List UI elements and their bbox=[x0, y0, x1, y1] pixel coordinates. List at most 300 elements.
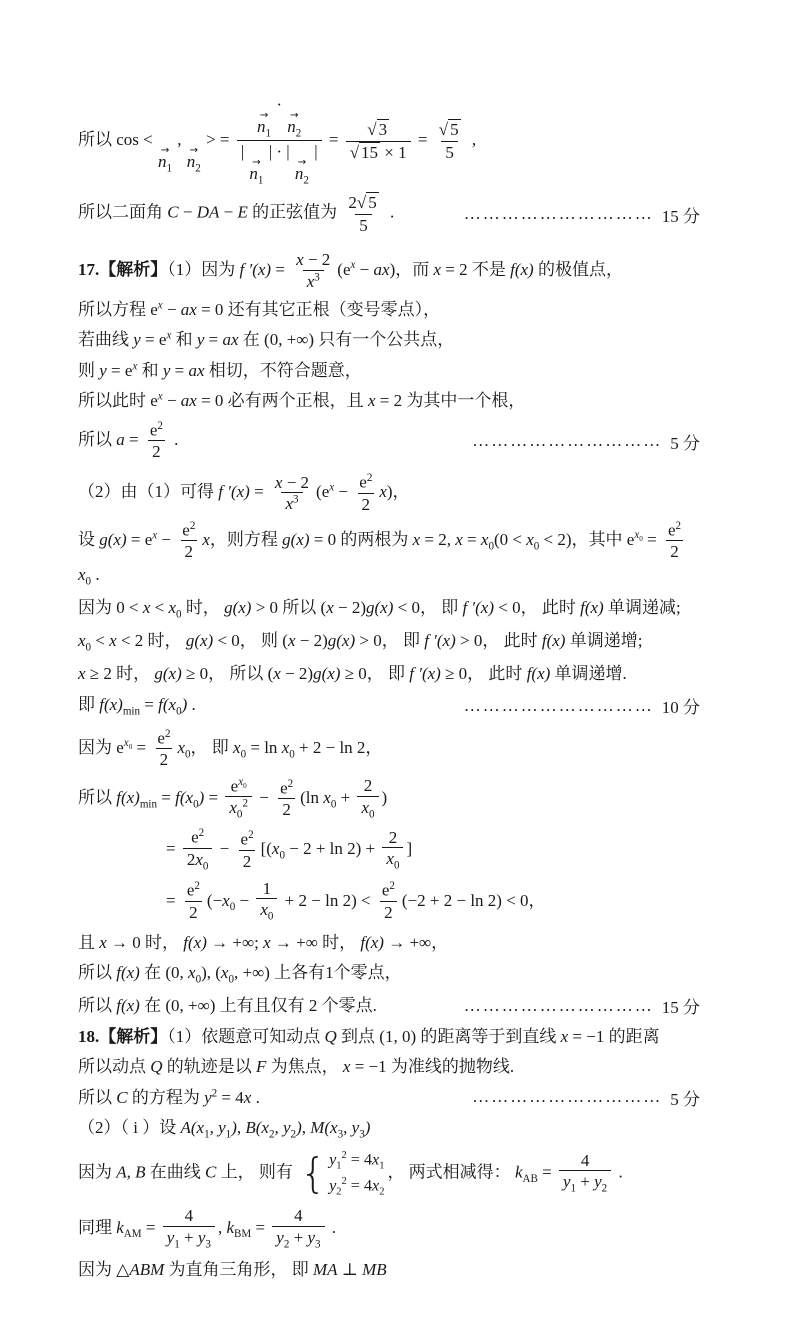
math-text: 所以方程 e bbox=[78, 299, 158, 319]
math-text: = bbox=[166, 839, 180, 859]
math-variable: f(x bbox=[158, 694, 177, 714]
math-text: 到点 (1, 0) 的距离等于到直线 bbox=[336, 1026, 561, 1046]
fraction-numerator bbox=[237, 829, 258, 849]
dotted-leader: ………………………… bbox=[463, 995, 654, 1015]
math-variable: x bbox=[281, 737, 290, 757]
subscript: 0 bbox=[228, 973, 234, 986]
math-variable: x bbox=[480, 529, 489, 549]
line-content bbox=[78, 728, 382, 770]
math-variable: , y bbox=[274, 1118, 291, 1137]
math-text: )， bbox=[386, 482, 410, 502]
math-text: ⊥ bbox=[337, 1260, 363, 1280]
math-text: ， 两式相减得： bbox=[387, 1162, 515, 1182]
math-text: > = bbox=[201, 130, 234, 150]
math-variable: f(x) bbox=[99, 694, 123, 714]
math-text: = 0 必有两个正根，且 bbox=[196, 391, 368, 411]
math-text: = bbox=[413, 130, 432, 150]
math-text: = −1 为准线的抛物线. bbox=[350, 1057, 515, 1076]
math-line bbox=[78, 879, 700, 925]
math-variable: y bbox=[166, 1227, 175, 1247]
vector-arrow-icon: → bbox=[189, 144, 199, 156]
math-text: （2）（ i ）设 bbox=[78, 1118, 181, 1137]
score-label: 15 分 bbox=[661, 998, 700, 1018]
math-text: 所以 bbox=[78, 1087, 117, 1107]
math-variable: x bbox=[271, 839, 280, 859]
math-variable: x bbox=[342, 1057, 351, 1076]
subscript: 1 bbox=[570, 1182, 577, 1195]
math-variable: n bbox=[294, 164, 304, 184]
fraction-denominator bbox=[156, 748, 173, 770]
subscript: 1 bbox=[204, 1128, 210, 1141]
math-text: | · | bbox=[264, 142, 294, 162]
fraction-numerator bbox=[378, 880, 399, 900]
vector-base bbox=[257, 118, 271, 140]
subscript: 0 bbox=[240, 748, 247, 761]
radicand: 15 bbox=[361, 142, 379, 162]
vector-arrow-icon: → bbox=[259, 109, 269, 121]
fraction bbox=[382, 828, 403, 874]
math-variable: ax bbox=[188, 360, 205, 380]
math-text: < bbox=[150, 598, 169, 618]
subscript: min bbox=[122, 705, 141, 718]
math-text: > 0， 此时 bbox=[455, 631, 542, 651]
subscript: 0 bbox=[85, 575, 92, 588]
math-text: , bbox=[217, 1218, 227, 1238]
subscript: 0 bbox=[236, 808, 243, 821]
fraction bbox=[271, 473, 313, 515]
math-variable: ) bbox=[231, 1118, 237, 1137]
math-text: − bbox=[162, 391, 181, 411]
superscript: 3 bbox=[292, 493, 299, 506]
vector-arrow-icon: → bbox=[160, 144, 170, 156]
subscript: 3 bbox=[359, 1128, 365, 1141]
math-text: . bbox=[251, 1087, 260, 1107]
subscript: 0 bbox=[202, 860, 209, 873]
math-variable: x bbox=[379, 482, 387, 502]
superscript: 2 bbox=[248, 829, 254, 842]
math-text: > 0， 即 bbox=[355, 631, 425, 651]
math-text: 2 bbox=[363, 776, 373, 796]
fraction-numerator bbox=[252, 95, 306, 140]
math-variable: f(x) bbox=[116, 996, 140, 1015]
line-content bbox=[78, 95, 476, 187]
superscript: 2 bbox=[366, 472, 373, 485]
math-text: + bbox=[179, 1227, 198, 1247]
math-text: 5 bbox=[445, 142, 454, 162]
superscript: 2 bbox=[242, 797, 248, 810]
line-content bbox=[78, 420, 178, 462]
subscript: 0 bbox=[195, 973, 202, 986]
fraction bbox=[183, 827, 213, 873]
math-text: . bbox=[91, 565, 100, 585]
math-text: 2 bbox=[242, 851, 252, 871]
math-variable: x bbox=[287, 631, 296, 651]
fraction-numerator bbox=[360, 776, 377, 796]
math-variable: f ′(x) bbox=[424, 631, 456, 651]
math-text: , +∞) 上各有1个零点， bbox=[234, 963, 402, 983]
math-line bbox=[78, 95, 700, 187]
math-variable: M(x bbox=[310, 1118, 338, 1137]
math-line bbox=[78, 960, 700, 988]
math-variable: , y bbox=[209, 1118, 226, 1137]
fraction bbox=[225, 776, 252, 822]
radicand: 5 bbox=[450, 120, 459, 140]
math-variable: f ′(x) bbox=[462, 598, 495, 618]
fraction-numerator bbox=[363, 119, 393, 140]
radical-icon: √ bbox=[349, 142, 360, 162]
math-text: 所以 bbox=[78, 430, 117, 450]
math-variable: y bbox=[329, 1177, 337, 1195]
line-content bbox=[166, 879, 546, 925]
superscript bbox=[634, 529, 643, 544]
subscript: 1 bbox=[225, 1128, 232, 1141]
line-content bbox=[78, 1257, 387, 1283]
math-variable: n bbox=[186, 152, 196, 172]
math-text: − bbox=[178, 203, 197, 223]
line-content bbox=[78, 661, 627, 687]
math-text: (0 < bbox=[493, 529, 527, 549]
math-variable: ) bbox=[198, 788, 205, 808]
subscript: 0 bbox=[229, 900, 236, 913]
math-variable: A, B bbox=[116, 1162, 146, 1182]
sqrt bbox=[439, 119, 461, 140]
math-text: 和 bbox=[137, 360, 163, 380]
math-variable: x bbox=[142, 598, 151, 618]
math-text: 即 bbox=[78, 694, 100, 714]
line-content bbox=[78, 472, 410, 514]
fraction bbox=[346, 119, 411, 163]
math-text: . bbox=[385, 203, 395, 223]
line-content bbox=[78, 1149, 623, 1198]
math-text: e bbox=[182, 520, 190, 540]
cases-rows bbox=[329, 1149, 384, 1198]
vector-base bbox=[158, 153, 172, 175]
math-variable: y bbox=[162, 360, 171, 380]
fraction bbox=[153, 728, 174, 770]
math-text: 在曲线 bbox=[145, 1162, 206, 1182]
math-text: (−2 + 2 − ln 2) < 0， bbox=[401, 890, 546, 910]
math-text: = 4 bbox=[217, 1087, 244, 1107]
math-variable: f(x) bbox=[580, 598, 604, 618]
superscript: 2 bbox=[189, 519, 196, 532]
line-content bbox=[78, 1054, 514, 1080]
vector bbox=[158, 144, 173, 176]
subscript: 2 bbox=[290, 1128, 297, 1141]
math-variable: k bbox=[514, 1162, 523, 1182]
math-variable: g(x) bbox=[313, 664, 341, 684]
fraction bbox=[355, 472, 376, 514]
math-variable: f(x) bbox=[360, 932, 384, 952]
fraction-denominator bbox=[183, 848, 213, 874]
math-variable: x bbox=[229, 798, 237, 818]
math-text: 2 bbox=[189, 902, 198, 922]
math-text: < bbox=[91, 631, 110, 651]
math-variable: n bbox=[257, 117, 266, 137]
math-text: 为直角三角形， 即 bbox=[164, 1260, 314, 1280]
dotted-leader: ………………………… bbox=[463, 204, 654, 224]
math-text: 为焦点， bbox=[266, 1057, 343, 1076]
fraction-denominator bbox=[278, 798, 295, 820]
math-variable: MB bbox=[362, 1260, 387, 1280]
math-variable: x bbox=[99, 932, 107, 952]
math-text: = bbox=[324, 130, 343, 150]
subscript: 0 bbox=[176, 608, 182, 621]
math-variable: x bbox=[285, 494, 293, 514]
cases-row bbox=[329, 1175, 384, 1199]
radicand: 3 bbox=[378, 120, 388, 140]
math-variable: y bbox=[307, 1227, 316, 1247]
dotted-leader: ………………………… bbox=[472, 1087, 663, 1107]
math-variable: x bbox=[78, 565, 86, 585]
line-content bbox=[78, 776, 387, 822]
math-text: = bbox=[249, 482, 268, 502]
math-variable: g(x) bbox=[185, 631, 214, 651]
math-variable: x bbox=[220, 963, 229, 983]
math-variable: ax bbox=[222, 330, 239, 350]
fraction-denominator bbox=[256, 898, 277, 924]
fraction-denominator bbox=[239, 850, 256, 872]
math-text: . bbox=[327, 1218, 337, 1238]
superscript: 2 bbox=[341, 1175, 347, 1187]
score-label: 10 分 bbox=[661, 698, 700, 718]
math-text: , bbox=[236, 1118, 246, 1137]
math-variable: ax bbox=[180, 391, 197, 411]
math-variable: y bbox=[133, 330, 141, 350]
vector bbox=[186, 144, 201, 176]
math-variable: g(x) bbox=[327, 631, 356, 651]
math-text: → +∞ 时， bbox=[270, 932, 361, 952]
fraction-denominator bbox=[181, 540, 198, 562]
line-content bbox=[78, 358, 362, 384]
math-text: = bbox=[271, 259, 290, 279]
math-text: e bbox=[280, 778, 288, 798]
math-text: 设 bbox=[78, 529, 100, 549]
math-text: 的极值点， bbox=[533, 259, 623, 279]
math-text: − bbox=[219, 203, 238, 223]
math-text: 所以 bbox=[78, 788, 117, 808]
math-variable: x bbox=[202, 529, 210, 549]
fraction-denominator bbox=[185, 901, 202, 923]
math-variable: x bbox=[78, 664, 86, 684]
math-variable: x bbox=[296, 250, 304, 270]
subscript: 0 bbox=[393, 859, 400, 872]
fraction-numerator bbox=[577, 1151, 594, 1171]
math-line bbox=[78, 520, 700, 590]
math-line bbox=[78, 388, 700, 414]
math-line bbox=[78, 192, 700, 236]
math-text: < 0， 此时 bbox=[494, 598, 581, 618]
math-variable: y bbox=[196, 330, 205, 350]
math-text: − 2) bbox=[333, 598, 366, 618]
cases-group bbox=[300, 1149, 384, 1198]
math-text: 2 bbox=[186, 849, 196, 869]
math-variable: g(x) bbox=[99, 529, 127, 549]
math-variable: ABM bbox=[129, 1260, 165, 1280]
math-text: 所以二面角 bbox=[78, 203, 168, 223]
math-text: ≥ 0， 此时 bbox=[440, 664, 527, 684]
math-variable: y bbox=[594, 1172, 602, 1192]
math-text: = 4 bbox=[346, 1177, 373, 1195]
math-text: | bbox=[240, 142, 249, 162]
radical-icon: √ bbox=[438, 120, 449, 140]
math-variable: g(x) bbox=[365, 598, 394, 618]
vector-arrow-icon: → bbox=[297, 156, 307, 168]
math-text: + bbox=[289, 1227, 308, 1247]
fraction-denominator bbox=[272, 1226, 324, 1252]
radical-icon: √ bbox=[356, 193, 367, 213]
vector-arrow-icon: → bbox=[252, 156, 261, 168]
fraction-numerator bbox=[435, 119, 465, 140]
math-text: ≥ 2 时， bbox=[85, 664, 155, 684]
math-text: 在 (0, bbox=[139, 963, 189, 983]
subscript: 1 bbox=[265, 127, 272, 140]
math-text: 所以此时 e bbox=[78, 391, 158, 411]
math-text: 的轨迹是以 bbox=[162, 1057, 257, 1076]
math-text: （1）因为 bbox=[167, 259, 240, 279]
vector-base bbox=[295, 165, 309, 187]
math-text: ≥ 0， 所以 ( bbox=[181, 664, 274, 684]
score-label: 5 分 bbox=[670, 433, 700, 453]
math-line bbox=[78, 1257, 700, 1283]
subscript: 2 bbox=[336, 1186, 342, 1198]
math-variable: E bbox=[237, 203, 248, 223]
math-text: > 0 所以 ( bbox=[251, 598, 327, 618]
math-variable: x bbox=[412, 529, 421, 549]
math-text: 2 bbox=[384, 902, 393, 922]
superscript: 2 bbox=[157, 419, 163, 432]
math-text: 4 bbox=[184, 1206, 194, 1226]
subscript: 0 bbox=[488, 540, 494, 553]
fraction-denominator bbox=[148, 440, 165, 462]
math-line bbox=[78, 595, 700, 623]
math-variable: x bbox=[177, 737, 186, 757]
math-variable: x bbox=[273, 664, 281, 684]
math-text: e bbox=[157, 728, 165, 748]
math-variable: A(x bbox=[180, 1118, 205, 1137]
math-variable: ax bbox=[180, 299, 197, 319]
math-variable: f(x) bbox=[526, 664, 551, 684]
math-variable: x bbox=[222, 890, 230, 910]
subscript: 0 bbox=[330, 798, 337, 811]
math-text: − bbox=[334, 482, 353, 502]
subscript: 1 bbox=[166, 162, 173, 175]
math-text: | bbox=[309, 142, 318, 162]
superscript: 2 bbox=[675, 519, 682, 532]
math-variable: x bbox=[323, 788, 331, 808]
math-variable: y bbox=[562, 1172, 571, 1192]
math-text: → 0 时， bbox=[106, 932, 184, 952]
subscript: 0 bbox=[639, 535, 643, 544]
vector bbox=[287, 109, 302, 141]
superscript: 2 bbox=[198, 827, 205, 840]
subscript: AM bbox=[123, 1228, 142, 1241]
math-text: ，则方程 bbox=[209, 529, 283, 549]
subscript: 0 bbox=[85, 641, 92, 654]
math-line bbox=[78, 993, 700, 1019]
math-variable: x bbox=[233, 737, 241, 757]
vector-base bbox=[249, 165, 263, 187]
math-line bbox=[78, 1054, 700, 1080]
math-variable: ) bbox=[181, 694, 188, 714]
math-variable: ) bbox=[364, 1118, 371, 1137]
math-text: 相切，不符合题意， bbox=[204, 360, 362, 380]
math-variable: x bbox=[157, 390, 163, 403]
math-text: < 0， 则 ( bbox=[213, 631, 288, 651]
math-text: 因为 bbox=[78, 1162, 117, 1182]
math-variable: f(x) bbox=[116, 788, 140, 808]
math-text: 因为 e bbox=[78, 737, 124, 757]
math-text: − bbox=[215, 839, 234, 859]
math-variable: Q bbox=[324, 1026, 337, 1046]
math-text: （2）由（1）可得 bbox=[78, 482, 219, 502]
math-line bbox=[78, 250, 700, 292]
line-content bbox=[78, 1085, 260, 1111]
fraction bbox=[272, 1206, 324, 1252]
math-text: ) bbox=[381, 788, 388, 808]
fraction bbox=[178, 520, 199, 562]
math-text: 1 bbox=[262, 878, 272, 898]
math-text: ， 即 bbox=[190, 737, 234, 757]
math-line bbox=[78, 930, 700, 956]
fraction-denominator bbox=[303, 270, 324, 292]
math-variable: x bbox=[329, 481, 335, 494]
subscript: BM bbox=[234, 1228, 252, 1241]
radicand: 5 bbox=[368, 193, 377, 213]
subscript: 3 bbox=[205, 1238, 211, 1251]
math-variable: x bbox=[166, 329, 172, 342]
cases-row bbox=[329, 1149, 384, 1173]
math-text: + 2 − ln 2， bbox=[294, 737, 383, 757]
math-variable: y bbox=[197, 1227, 206, 1247]
math-text: 所以 cos < bbox=[78, 130, 157, 150]
math-text: + 2 − ln 2) < bbox=[280, 890, 375, 910]
math-text: − 2 bbox=[303, 250, 331, 270]
math-text: = bbox=[132, 737, 151, 757]
math-text: (− bbox=[206, 890, 223, 910]
fraction bbox=[237, 829, 258, 871]
math-variable: f(x) bbox=[183, 932, 207, 952]
math-text: = bbox=[204, 788, 223, 808]
math-text: = bbox=[141, 1218, 160, 1238]
math-variable: f(x bbox=[175, 788, 194, 808]
math-text: + bbox=[336, 788, 355, 808]
line-content bbox=[78, 388, 525, 414]
math-text: e bbox=[359, 473, 367, 493]
fraction bbox=[664, 520, 685, 562]
line-content bbox=[78, 1115, 370, 1143]
math-text: − 2 bbox=[282, 472, 310, 492]
fraction-denominator bbox=[357, 796, 378, 822]
math-line bbox=[78, 297, 700, 323]
math-line bbox=[78, 358, 700, 384]
math-line bbox=[78, 1115, 700, 1143]
math-variable: x bbox=[372, 1177, 380, 1195]
math-text: − 2) bbox=[295, 631, 328, 651]
math-text: − 2) bbox=[280, 664, 314, 684]
math-variable: f ′(x) bbox=[239, 259, 272, 279]
math-line bbox=[78, 1149, 700, 1198]
sqrt bbox=[367, 119, 389, 140]
math-text: . bbox=[187, 694, 196, 714]
math-variable: x bbox=[372, 1151, 380, 1169]
math-text: + bbox=[576, 1172, 595, 1192]
fraction-denominator bbox=[666, 540, 683, 562]
math-text: → +∞; bbox=[206, 932, 264, 952]
math-variable: ) bbox=[296, 1118, 302, 1137]
math-variable: , y bbox=[343, 1118, 360, 1137]
math-text: 2 bbox=[282, 800, 291, 820]
fraction-denominator bbox=[237, 140, 322, 187]
